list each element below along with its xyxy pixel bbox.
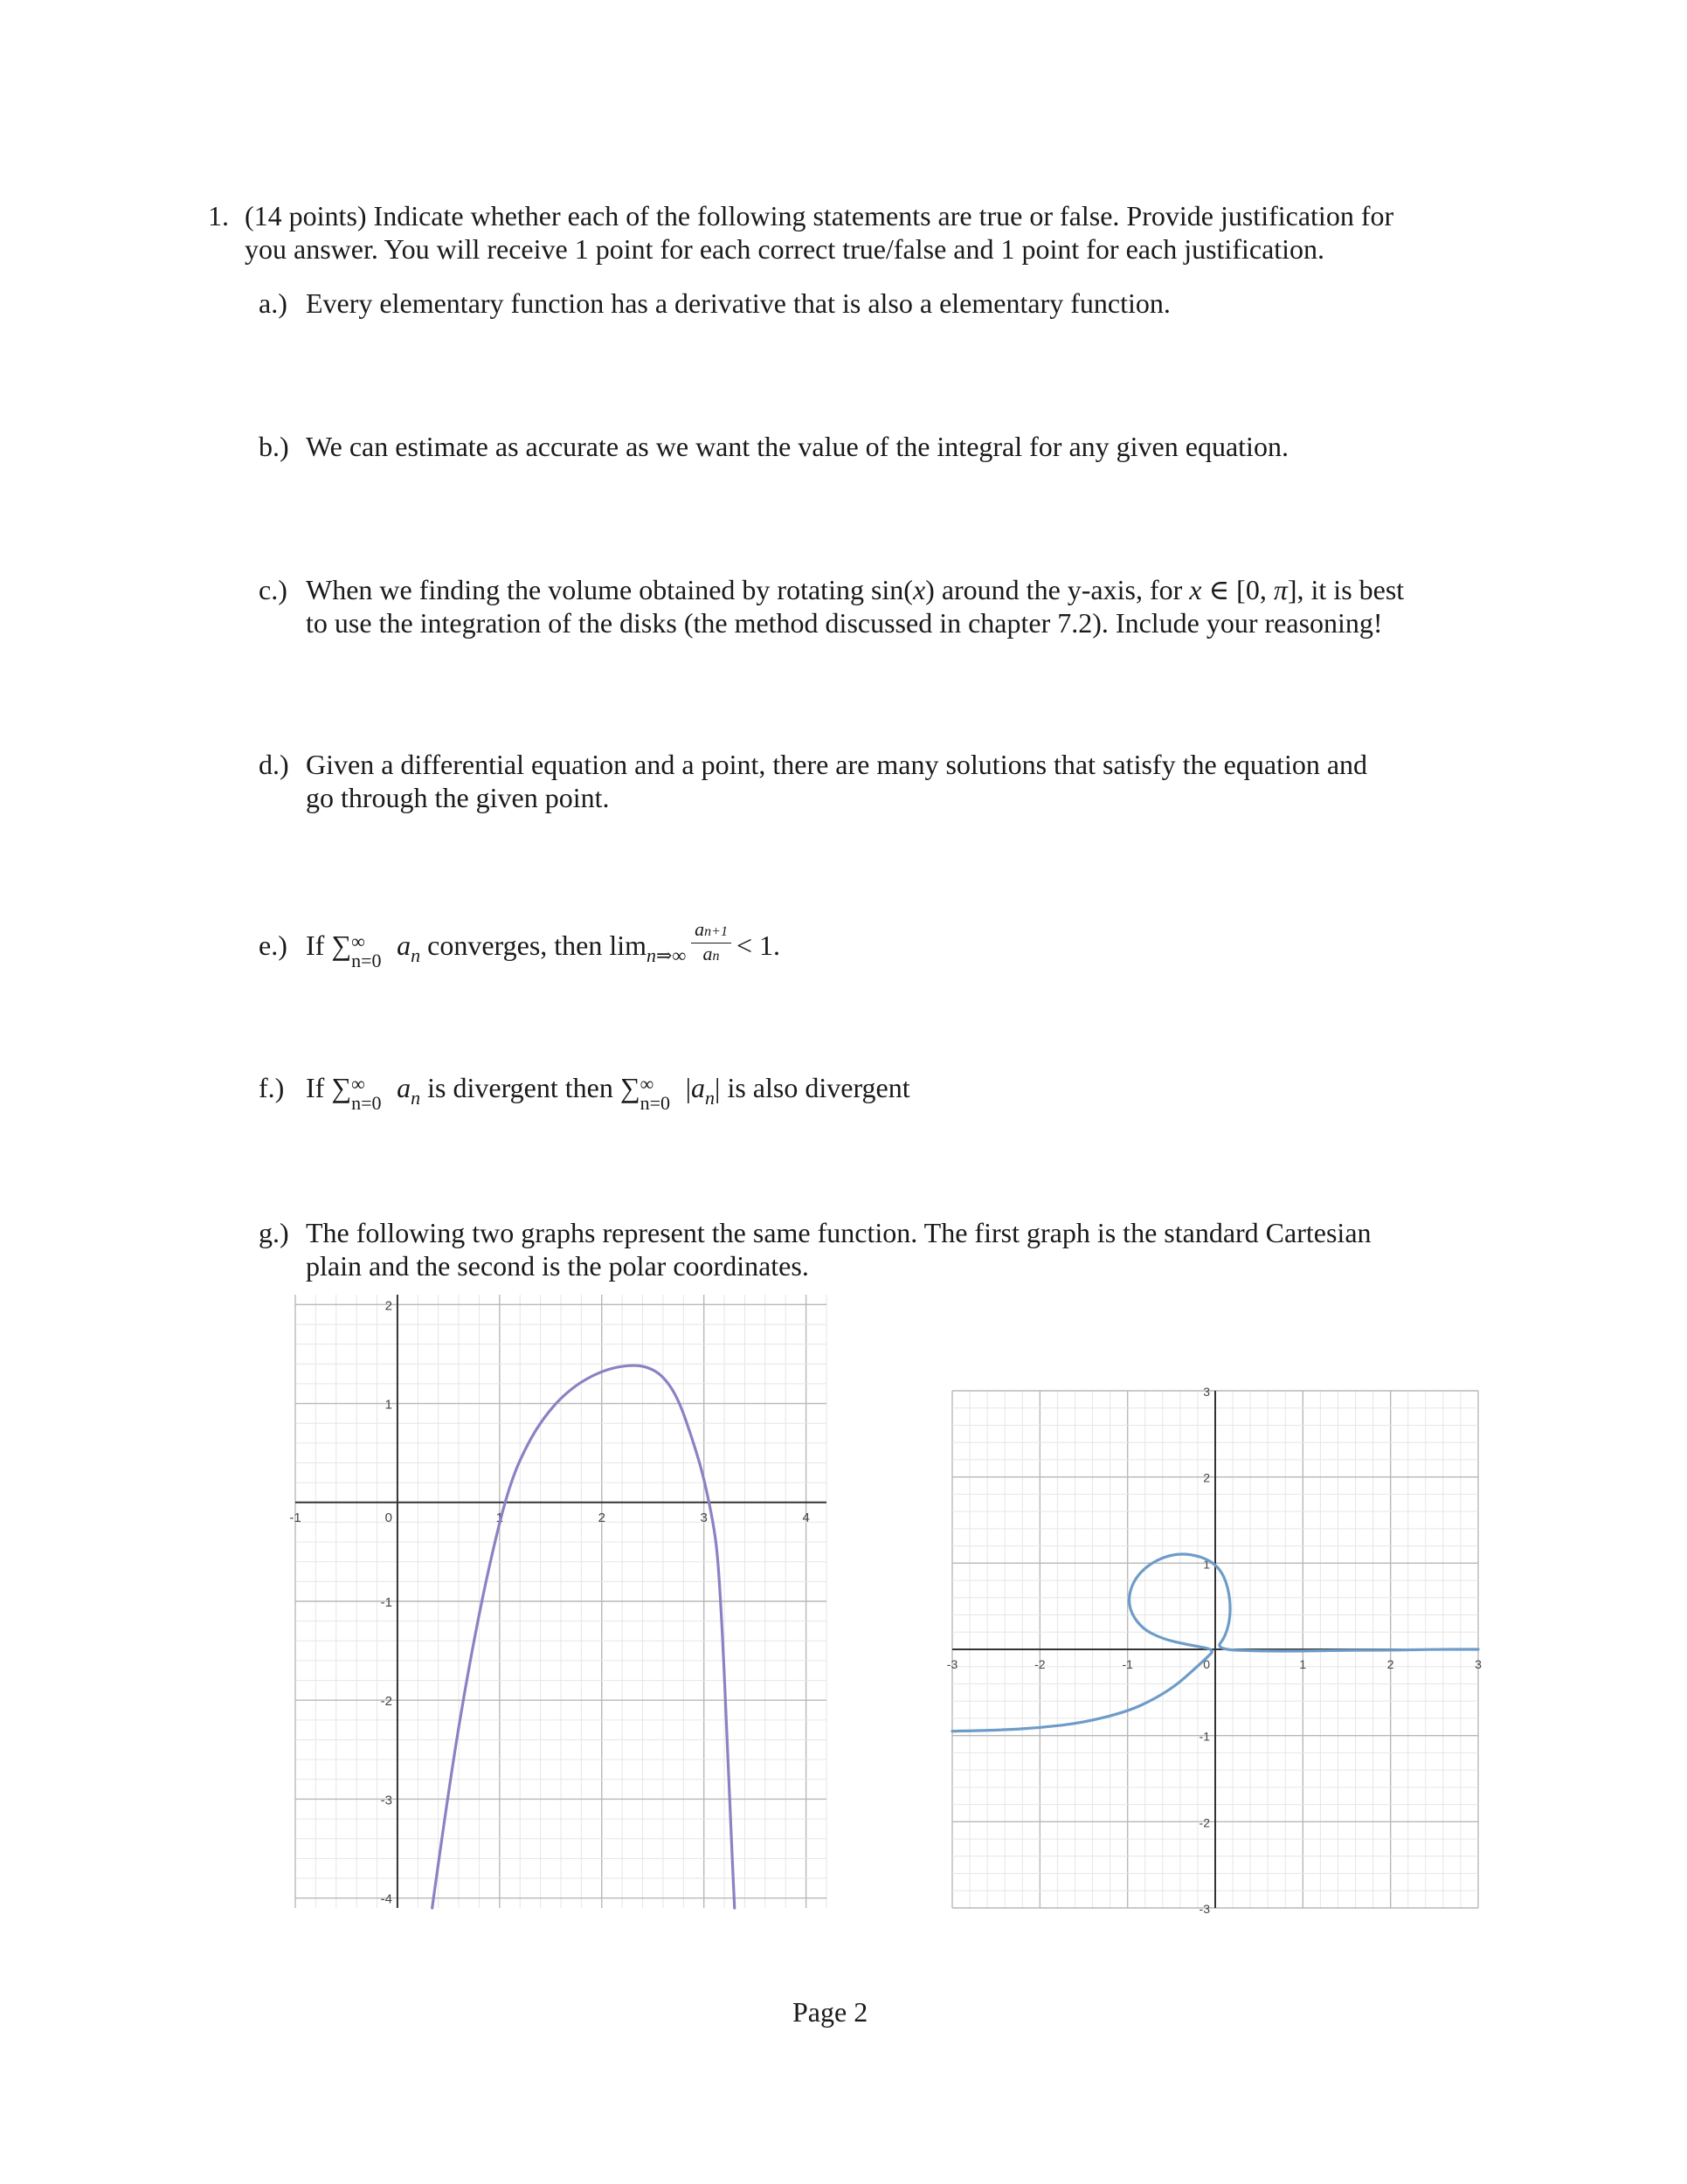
item-f-abs-a: a bbox=[691, 1072, 706, 1103]
item-e-fraction bbox=[691, 919, 731, 967]
item-f-sum2: ∑ bbox=[619, 1072, 640, 1103]
cartesian-graph bbox=[289, 1295, 826, 1908]
y-tick-label: -3 bbox=[380, 1793, 392, 1808]
item-d-line1: Given a differential equation and a point, there are many solutions that satisfy the equation and bbox=[306, 749, 1368, 780]
item-a-text: Every elementary function has a derivative that is also a elementary function. bbox=[306, 287, 1171, 319]
item-e-end: < 1. bbox=[736, 929, 780, 961]
item-c-text-2: ) around the y-axis, for bbox=[925, 574, 1190, 605]
item-e-lim-sub: n⇒∞ bbox=[646, 943, 687, 966]
item-c-var-pi: π bbox=[1273, 574, 1288, 605]
y-tick-label: -2 bbox=[1199, 1815, 1210, 1830]
item-c bbox=[259, 573, 1404, 606]
item-c-var-x: x bbox=[912, 574, 926, 605]
x-tick-label: 3 bbox=[700, 1510, 708, 1525]
item-b-label: b.) bbox=[259, 431, 289, 462]
y-tick-label: 1 bbox=[384, 1397, 392, 1413]
item-f-abs-close: | bbox=[715, 1072, 721, 1103]
item-e-a: a bbox=[397, 929, 411, 961]
question-header-line1: (14 points) Indicate whether each of the following statements are true or false. Provide justification for bbox=[245, 200, 1394, 232]
item-g-line1: The following two graphs represent the same function. The first graph is the standard Cartesian bbox=[306, 1217, 1372, 1248]
item-e-if: If bbox=[306, 929, 332, 961]
question-header-line2: you answer. You will receive 1 point for each correct true/false and 1 point for each justification. bbox=[245, 233, 1325, 265]
item-e-den: a bbox=[702, 943, 713, 964]
item-e-mid: converges, then lim bbox=[420, 929, 647, 961]
item-f-label: f.) bbox=[259, 1072, 285, 1103]
x-tick-label: -1 bbox=[1122, 1657, 1133, 1671]
item-f-a: a bbox=[397, 1072, 411, 1103]
item-e-sum: ∑ bbox=[331, 929, 352, 961]
y-tick-label: -3 bbox=[1199, 1902, 1210, 1916]
item-f-sum2-sup: ∞ bbox=[640, 1073, 654, 1095]
x-tick-label: 4 bbox=[802, 1510, 810, 1525]
item-b-text: We can estimate as accurate as we want the value of the integral for any given equation. bbox=[306, 431, 1289, 462]
item-e-a-sub: n bbox=[411, 943, 421, 966]
x-tick-label: -3 bbox=[946, 1657, 958, 1671]
item-d-line2: go through the given point. bbox=[306, 782, 610, 813]
y-tick-label: -4 bbox=[380, 1891, 392, 1907]
item-g bbox=[259, 1216, 1372, 1249]
item-a-label: a.) bbox=[259, 287, 287, 319]
item-g-line2: plain and the second is the polar coordinates. bbox=[306, 1250, 809, 1282]
item-f-sum: ∑ bbox=[331, 1072, 352, 1103]
item-b bbox=[259, 430, 1289, 463]
item-e-den-sub: n bbox=[712, 949, 720, 964]
item-f-sum-sub: n=0 bbox=[351, 1092, 382, 1114]
y-tick-label: 2 bbox=[384, 1298, 392, 1314]
x-tick-label: 1 bbox=[495, 1510, 504, 1525]
item-d bbox=[259, 748, 1367, 781]
x-tick-label: 1 bbox=[1299, 1657, 1307, 1671]
item-f-sum-sup: ∞ bbox=[351, 1073, 365, 1095]
y-tick-label: -2 bbox=[380, 1694, 392, 1710]
item-f-if: If bbox=[306, 1072, 332, 1103]
x-tick-label: -1 bbox=[289, 1510, 301, 1525]
y-tick-label: -1 bbox=[1199, 1729, 1210, 1744]
item-d-label: d.) bbox=[259, 749, 289, 780]
item-c-text-3: ∈ [0, bbox=[1201, 574, 1274, 605]
item-f-sum2-sub: n=0 bbox=[640, 1092, 671, 1114]
item-c-var-x2: x bbox=[1189, 574, 1202, 605]
question-number: 1. bbox=[208, 200, 229, 232]
item-c-text-4: ], it is best bbox=[1287, 574, 1405, 605]
item-f bbox=[259, 1071, 910, 1114]
x-tick-label: -2 bbox=[1034, 1657, 1046, 1671]
item-f-mid: is divergent then bbox=[420, 1072, 620, 1103]
item-a bbox=[259, 287, 1171, 320]
item-c-line2: to use the integration of the disks (the method discussed in chapter 7.2). Include your reasoning! bbox=[306, 607, 1383, 639]
item-e-num: a bbox=[695, 918, 705, 940]
item-f-end: is also divergent bbox=[720, 1072, 910, 1103]
item-g-label: g.) bbox=[259, 1217, 289, 1248]
polar-graph bbox=[946, 1385, 1482, 1916]
item-e-sum-sup: ∞ bbox=[351, 930, 365, 952]
item-f-abs-a-sub: n bbox=[705, 1087, 716, 1109]
origin-label: 0 bbox=[1203, 1657, 1210, 1671]
origin-label: 0 bbox=[384, 1510, 392, 1525]
item-f-abs-open: | bbox=[685, 1072, 692, 1103]
x-tick-label: 2 bbox=[598, 1510, 605, 1525]
page-number: Page 2 bbox=[792, 1996, 868, 2028]
x-tick-label: 3 bbox=[1475, 1657, 1482, 1671]
item-c-text-1: When we finding the volume obtained by rotating sin( bbox=[306, 574, 913, 605]
item-f-a-sub: n bbox=[411, 1087, 421, 1109]
item-e-num-sub: n+1 bbox=[704, 924, 728, 939]
x-tick-label: 2 bbox=[1386, 1657, 1394, 1671]
item-e-sum-sub: n=0 bbox=[351, 949, 382, 971]
y-tick-label: 2 bbox=[1203, 1470, 1210, 1485]
y-tick-label: 1 bbox=[1203, 1557, 1210, 1572]
item-e-label: e.) bbox=[259, 929, 287, 961]
item-e bbox=[259, 918, 780, 972]
y-tick-label: 3 bbox=[1203, 1385, 1210, 1399]
series-line bbox=[432, 1365, 735, 1908]
y-tick-label: -1 bbox=[380, 1595, 392, 1610]
item-c-label: c.) bbox=[259, 574, 287, 605]
